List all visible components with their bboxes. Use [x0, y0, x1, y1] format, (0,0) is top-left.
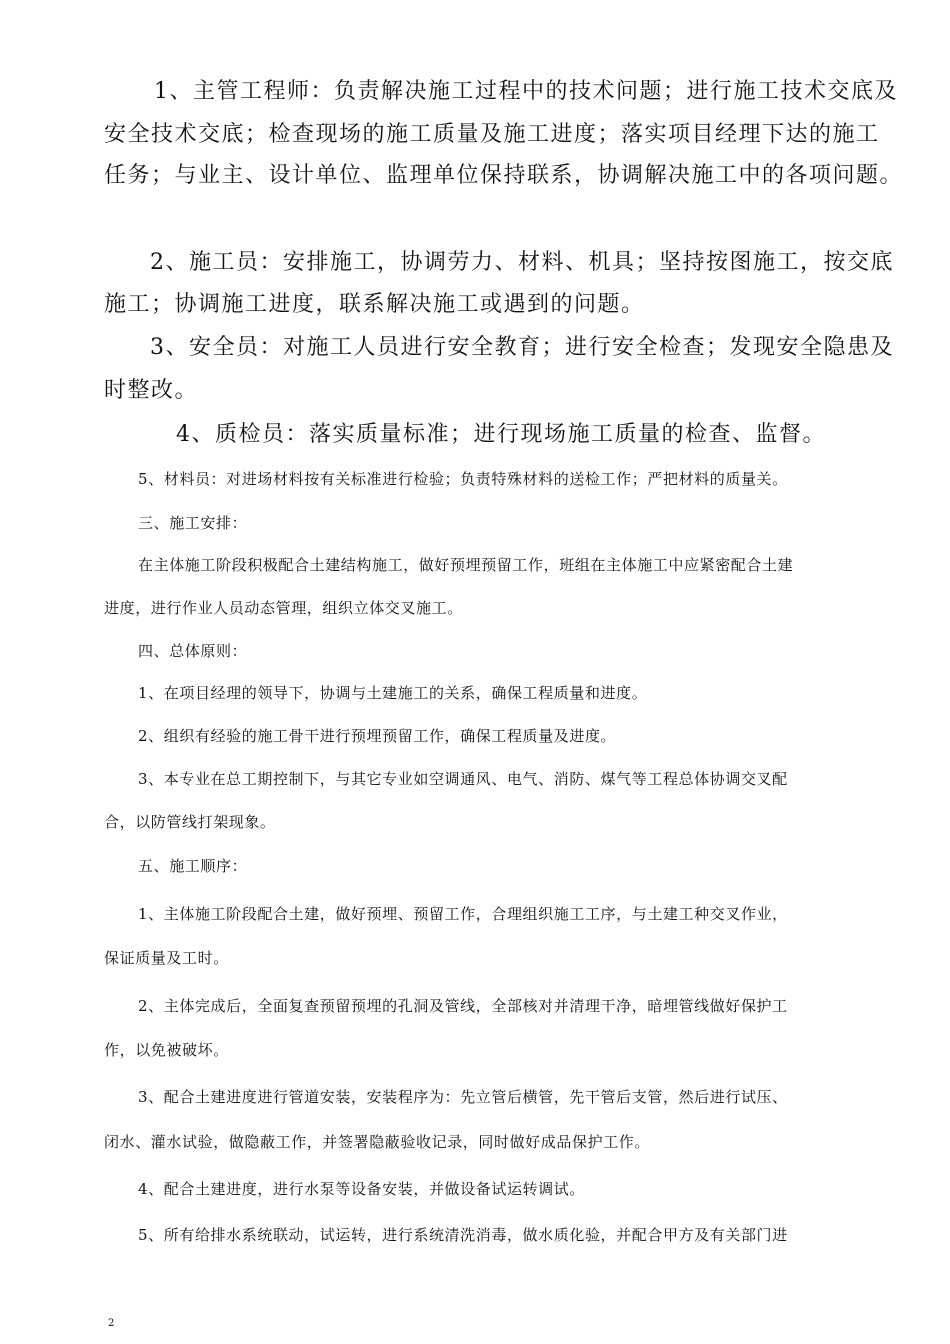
role-3-line-2: 时整改。	[104, 378, 199, 403]
role-5-line: 5、材料员：对进场材料按有关标准进行检验；负责特殊材料的送检工作；严把材料的质量关。	[138, 470, 788, 488]
section-5-line-1: 1、主体施工阶段配合土建，做好预埋、预留工作，合理组织施工工序，与土建工种交叉作业，	[138, 905, 788, 923]
section-4-line-1: 1、在项目经理的领导下，协调与土建施工的关系，确保工程质量和进度。	[138, 684, 648, 702]
section-5-line-6: 闭水、灌水试验，做隐蔽工作，并签署隐蔽验收记录，同时做好成品保护工作。	[104, 1133, 651, 1151]
role-1-line-1: 1、主管工程师：负责解决施工过程中的技术问题；进行施工技术交底及	[154, 79, 898, 104]
role-1-line-3: 任务；与业主、设计单位、监理单位保持联系，协调解决施工中的各项问题。	[104, 163, 904, 188]
section-5-line-7: 4、配合土建进度，进行水泵等设备安装，并做设备试运转调试。	[138, 1180, 585, 1198]
section-4-line-3: 3、本专业在总工期控制下，与其它专业如空调通风、电气、消防、煤气等工程总体协调交叉配	[138, 770, 788, 788]
section-5-heading: 五、施工顺序：	[138, 857, 248, 875]
section-5-line-3: 2、主体完成后，全面复查预留预埋的孔洞及管线，全部核对并清理干净，暗埋管线做好保护工	[138, 997, 788, 1015]
role-3-line-1: 3、安全员：对施工人员进行安全教育；进行安全检查；发现安全隐患及	[150, 335, 894, 360]
role-2-line-2: 施工；协调施工进度，联系解决施工或遇到的问题。	[104, 292, 645, 317]
role-4-line-1: 4、质检员：落实质量标准；进行现场施工质量的检查、监督。	[176, 422, 826, 447]
section-3-line-2: 进度，进行作业人员动态管理，组织立体交叉施工。	[104, 599, 463, 617]
section-5-line-4: 作，以免被破坏。	[104, 1041, 229, 1059]
section-4-heading: 四、总体原则：	[138, 642, 248, 660]
section-5-line-8: 5、所有给排水系统联动，试运转，进行系统清洗消毒，做水质化验，并配合甲方及有关部门进	[138, 1226, 788, 1244]
page-number: 2	[108, 1318, 115, 1329]
role-1-line-2: 安全技术交底；检查现场的施工质量及施工进度；落实项目经理下达的施工	[104, 122, 880, 147]
section-4-line-2: 2、组织有经验的施工骨干进行预埋预留工作，确保工程质量及进度。	[138, 727, 617, 745]
role-2-line-1: 2、施工员：安排施工，协调劳力、材料、机具；坚持按图施工，按交底	[150, 250, 894, 275]
section-3-heading: 三、施工安排：	[138, 514, 248, 532]
section-5-line-5: 3、配合土建进度进行管道安装，安装程序为：先立管后横管，先干管后支管，然后进行试压、	[138, 1088, 788, 1106]
section-3-line-1: 在主体施工阶段积极配合土建结构施工，做好预埋预留工作，班组在主体施工中应紧密配合土建	[138, 556, 794, 574]
section-5-line-2: 保证质量及工时。	[104, 949, 229, 967]
section-4-line-4: 合，以防管线打架现象。	[104, 813, 276, 831]
